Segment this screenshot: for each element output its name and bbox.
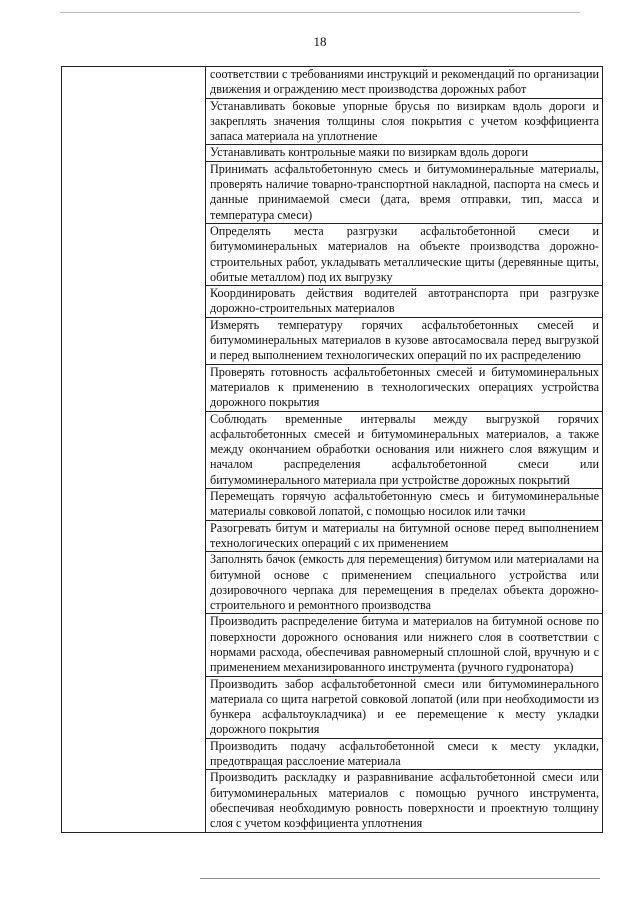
task-cell: Производить раскладку и разравнивание асфальтобетонной смеси или битумоминеральных материалов с помощью ручного инструмента, обеспечивая необходимую ровность поверхности и проектную толщину слоя с учетом коэффициента уплотнения — [206, 770, 603, 832]
task-cell: Перемещать горячую асфальтобетонную смесь и битумоминеральные материалы совковой лопатой, с помощью носилок или тачки — [206, 489, 603, 521]
task-cell: Заполнять бачок (емкость для перемещения) битумом или материалами на битумной основе с применением специального устройства или дозировочного черпака для перемещения в пределах объекта дорожно-строительного и ремонтного производства — [206, 552, 603, 614]
task-cell: Принимать асфальтобетонную смесь и битумоминеральные материалы, проверять наличие товарно-транспортной накладной, паспорта на смесь и данные принимаемой смеси (дата, время отправки, тип, масса и температура смеси) — [206, 161, 603, 223]
task-cell: Устанавливать контрольные маяки по визиркам вдоль дороги — [206, 145, 603, 161]
scan-artifact-line — [60, 12, 580, 13]
task-cell: Производить забор асфальтобетонной смеси или битумоминерального материала со щита нагретой совковой лопатой (или при необходимости из бункера асфальтоукладчика) и ее перемещение к месту укладки дорожного покрытия — [206, 676, 603, 738]
task-cell: Соблюдать временные интервалы между выгрузкой горячих асфальтобетонных смесей и битумоминеральных материалов, а также между окончанием обработки основания или нижнего слоя вяжущим и началом распределения асфальтобетонной смеси или битумоминерального материала при устройстве дорожных покрытий — [206, 411, 603, 488]
page-number: 18 — [313, 34, 327, 49]
task-cell: Проверять готовность асфальтобетонных смесей и битумоминеральных материалов к применению в технологических операциях устройства дорожного покрытия — [206, 364, 603, 411]
scan-artifact-line — [200, 878, 600, 879]
labor-actions-table — [61, 66, 603, 833]
task-cell: Производить подачу асфальтобетонной смеси к месту укладки, предотвращая расслоение материала — [206, 738, 603, 770]
task-cell: Разогревать битум и материалы на битумной основе перед выполнением технологических операций с их применением — [206, 520, 603, 552]
task-cell: соответствии с требованиями инструкций и рекомендаций по организации движения и ограждению мест производства дорожных работ — [206, 67, 603, 99]
task-cell: Измерять температуру горячих асфальтобетонных смесей и битумоминеральных материалов в кузове автосамосвала перед выгрузкой и перед выполнением технологических операций по их распределению — [206, 317, 603, 364]
task-cell: Определять места разгрузки асфальтобетонной смеси и битумоминеральных материалов на объекте производства дорожно-строительных работ, укладывать металлические щиты (деревянные щиты, обитые металлом) под их выгрузку — [206, 223, 603, 285]
labor-actions-label-cell — [62, 67, 206, 833]
task-cell: Производить распределение битума и материалов на битумной основе по поверхности дорожного основания или нижнего слоя в соответствии с нормами расхода, обеспечивая равномерный сплошной слой, вручную и с применением механизированного инструмента (ручного гудронатора) — [206, 614, 603, 676]
task-cell: Устанавливать боковые упорные брусья по визиркам вдоль дороги и закреплять значения толщины слоя покрытия с учетом коэффициента запаса материала на уплотнение — [206, 98, 603, 145]
task-cell: Координировать действия водителей автотранспорта при разгрузке дорожно-строительных материалов — [206, 286, 603, 318]
table-row — [62, 67, 603, 99]
